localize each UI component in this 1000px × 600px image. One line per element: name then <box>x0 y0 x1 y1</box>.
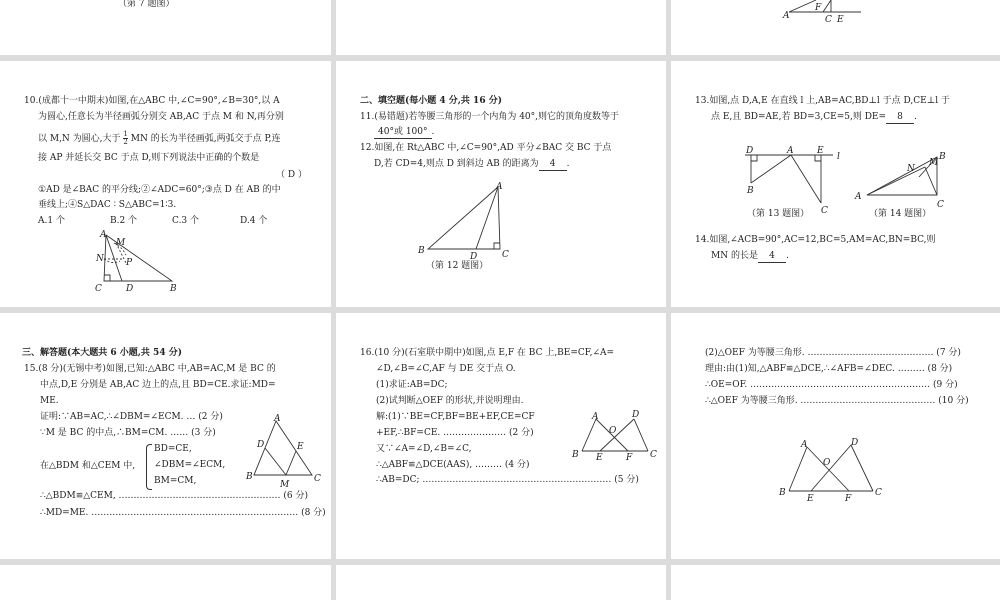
q10-frac-num: 1 <box>123 130 128 138</box>
fig16-label-C: C <box>650 450 657 460</box>
fig15-label-B: B <box>246 472 253 482</box>
fig7-label-A: A <box>783 11 790 21</box>
fig15-label-M: M <box>280 480 290 490</box>
panel-bottom-right <box>671 565 1000 600</box>
q10-option-b: B.2 个 <box>110 216 138 226</box>
q10-line6: 垂线上;④S△DAC ∶ S△ABC=1∶3. <box>38 200 177 210</box>
q12-line1: 12.如图,在 Rt△ABC 中,∠C=90°,AD 平分∠BAC 交 BC 于点 <box>360 143 612 153</box>
q15-brace-line2: ∠DBM=∠ECM, <box>154 460 226 470</box>
fig16-label-D: D <box>632 410 640 420</box>
q10-option-d: D.4 个 <box>240 216 268 226</box>
fig16b-label-A: A <box>801 440 808 450</box>
fig16-label-O: O <box>609 426 617 436</box>
q10-fraction <box>123 131 127 146</box>
q14-line1: 14.如图,∠ACB=90°,AC=12,BC=5,AM=AC,BN=BC,则 <box>695 235 936 245</box>
q10-option-c: C.3 个 <box>172 216 200 226</box>
fig16-label-B: B <box>572 450 579 460</box>
q11-line1: 11.(易错题)若等腰三角形的一个内角为 40°,则它的顶角度数等于 <box>360 112 620 122</box>
fig7-label-E: E <box>837 15 844 25</box>
q10-line1: 10.(成都十一中期末)如图,在△ABC 中,∠C=90°,∠B=30°,以 A <box>24 96 280 106</box>
q15-step2: ∵M 是 BC 的中点,∴BM=CM. …… (3 分) <box>40 428 216 438</box>
fig12-label-A: A <box>496 182 503 192</box>
fig14-label-C: C <box>937 200 944 210</box>
q12-end: . <box>566 159 570 169</box>
q10-frac-den: 2 <box>123 138 128 146</box>
fig7-label-F: F <box>815 3 822 13</box>
q15-step3: 在△BDM 和△CEM 中, <box>40 461 136 471</box>
fig16b-label-D: D <box>851 438 859 448</box>
q13-line1: 13.如图,点 D,A,E 在直线 l 上,AB=AC,BD⊥l 于点 D,CE⊥l 于 <box>695 96 950 106</box>
q15-brace <box>146 444 152 490</box>
q14-line2-text: MN 的长是 <box>711 251 758 261</box>
section-solve: 三、解答题(本大题共 6 小题,共 54 分) <box>22 348 182 358</box>
q12-line2-text: D,若 CD=4,则点 D 到斜边 AB 的距离为 <box>374 159 539 169</box>
panel-top-left <box>0 0 331 55</box>
section-fill-in: 二、填空题(每小题 4 分,共 16 分) <box>360 96 502 106</box>
q16-cont-line1: (2)△OEF 为等腰三角形. …………………………………… (7 分) <box>705 348 961 358</box>
fig10-label-N: N <box>96 254 104 264</box>
q15-step5: ∴MD=ME. …………………………………………………………… (8 分) <box>40 508 326 518</box>
q10-line4: 接 AP 并延长交 BC 于点 D,则下列说法中正确的个数是 <box>38 153 260 163</box>
fig10-label-A: A <box>100 230 107 240</box>
fig15-label-A: A <box>274 414 281 424</box>
q14-answer: 4 <box>758 251 786 263</box>
panel-bottom-left <box>0 565 331 600</box>
panel-top-middle <box>336 0 666 55</box>
fig16-label-F: F <box>626 453 633 463</box>
figure-question-10 <box>92 229 212 299</box>
q15-line1: 15.(8 分)(无锡中考)如图,已知:△ABC 中,AB=AC,M 是 BC 的 <box>24 364 276 374</box>
q16-line4: (2)试判断△OEF 的形状,并说明理由. <box>376 396 524 406</box>
fig13-label-E: E <box>817 146 824 156</box>
q16-step1: 解:(1)∵BE=CF,BF=BE+EF,CE=CF <box>376 412 535 422</box>
q16-step5: ∴AB=DC; ……………………………………………………… (5 分) <box>376 475 639 485</box>
panel-question-10 <box>0 61 331 307</box>
fig16-label-E: E <box>596 453 603 463</box>
q13-line2-text: 点 E,且 BD=AE,若 BD=3,CE=5,则 DE= <box>711 112 887 122</box>
q15-brace-line1: BD=CE, <box>154 444 192 454</box>
fig13-label-D: D <box>746 146 754 156</box>
q15-line3: ME. <box>40 396 59 406</box>
q16-step3: 又∵∠A=∠D,∠B=∠C, <box>376 444 472 454</box>
figure-question-13 <box>741 145 851 215</box>
q16-cont-line3: ∴OE=OF. …………………………………………………… (9 分) <box>705 380 958 390</box>
figure-question-15 <box>246 414 328 490</box>
figure-question-16 <box>572 410 657 468</box>
fig7-label-C: C <box>825 15 832 25</box>
q11-answer: 40°或 100° <box>374 127 432 139</box>
q16-step2: +EF,∴BF=CE. ………………… (2 分) <box>376 428 534 438</box>
fig16b-label-C: C <box>875 488 882 498</box>
q15-line2: 中点,D,E 分别是 AB,AC 边上的点,且 BD=CE.求证:MD= <box>40 380 276 390</box>
q14-end: . <box>785 251 789 261</box>
fig12-label-C: C <box>502 250 509 260</box>
fig13-label-C: C <box>821 206 828 216</box>
q10-line3a: 以 M,N 为圆心,大于 <box>38 134 121 144</box>
q10-line2: 为圆心,任意长为半径画弧分别交 AB,AC 于点 M 和 N,再分别 <box>38 112 284 122</box>
fig13-label-B: B <box>747 186 754 196</box>
panel-question-16-continued <box>671 313 1000 559</box>
fig10-label-B: B <box>170 284 177 294</box>
q10-line5: ①AD 是∠BAC 的平分线;②∠ADC=60°;③点 D 在 AB 的中 <box>38 185 281 195</box>
caption-figure-13: （第 13 题图） <box>747 209 810 219</box>
q11-line2 <box>374 126 434 139</box>
q10-line3 <box>38 131 281 146</box>
fig14-label-B: B <box>939 152 946 162</box>
figure-question-16-large <box>779 437 899 517</box>
caption-figure-14: （第 14 题图） <box>869 209 932 219</box>
figure-7-partial <box>671 0 1000 55</box>
panel-question-15 <box>0 313 331 559</box>
q15-step1: 证明:∵AB=AC,∴∠DBM=∠ECM. … (2 分) <box>40 412 223 422</box>
q13-answer: 8 <box>886 112 914 124</box>
panel-questions-11-12 <box>336 61 666 307</box>
panel-question-16 <box>336 313 666 559</box>
fig10-label-M: M <box>116 238 126 248</box>
q16-line1: 16.(10 分)(石室联中期中)如图,点 E,F 在 BC 上,BE=CF,∠A= <box>360 348 615 358</box>
q16-cont-line4: ∴△OEF 为等腰三角形. ……………………………………… (10 分) <box>705 396 969 406</box>
fig14-label-A: A <box>855 192 862 202</box>
q12-line2 <box>374 158 570 171</box>
fig10-label-D: D <box>126 284 134 294</box>
panel-bottom-middle <box>336 565 666 600</box>
q15-step4: ∴△BDM≌△CEM, ……………………………………………… (6 分) <box>40 491 309 501</box>
q15-brace-line3: BM=CM, <box>154 476 197 486</box>
q10-line3b: MN 的长为半径画弧,两弧交于点 P,连 <box>130 134 281 144</box>
q16-step4: ∴△ABF≌△DCE(AAS), ……… (4 分) <box>376 460 530 470</box>
q16-line3: (1)求证:AB=DC; <box>376 380 448 390</box>
q11-end: . <box>431 127 435 137</box>
fig16-label-A: A <box>592 412 599 422</box>
caption-figure-12: （第 12 题图） <box>426 261 489 271</box>
fig12-label-B: B <box>418 246 425 256</box>
q13-line2 <box>711 111 917 124</box>
fig16b-label-E: E <box>807 494 814 504</box>
fig16b-label-O: O <box>823 458 831 468</box>
fig13-label-A: A <box>787 146 794 156</box>
q13-end: . <box>914 112 917 122</box>
fig15-label-E: E <box>297 442 304 452</box>
fig10-label-P: P <box>126 258 133 268</box>
caption-figure-7: （第 7 题图） <box>118 0 175 9</box>
fig16b-label-F: F <box>845 494 852 504</box>
fig14-label-M: M <box>929 158 939 168</box>
q10-answer: （ D ） <box>276 170 307 180</box>
fig15-label-D: D <box>257 440 265 450</box>
fig10-label-C: C <box>95 284 102 294</box>
q16-line2: ∠D,∠B=∠C,AF 与 DE 交于点 O. <box>376 364 516 374</box>
fig12-label-D: D <box>470 252 478 262</box>
panel-top-right <box>671 0 1000 55</box>
q14-line2 <box>711 250 789 263</box>
q12-answer: 4 <box>539 159 567 171</box>
fig15-label-C: C <box>314 474 321 484</box>
q16-cont-line2: 理由:由(1)知,△ABF≌△DCE,∴∠AFB=∠DEC. ……… (8 分) <box>705 364 953 374</box>
panel-questions-13-14 <box>671 61 1000 307</box>
fig13-label-l: l <box>837 152 840 162</box>
fig16b-label-B: B <box>779 488 786 498</box>
figure-question-12 <box>420 183 540 263</box>
q10-option-a: A.1 个 <box>38 216 65 226</box>
fig14-label-N: N <box>907 164 915 174</box>
